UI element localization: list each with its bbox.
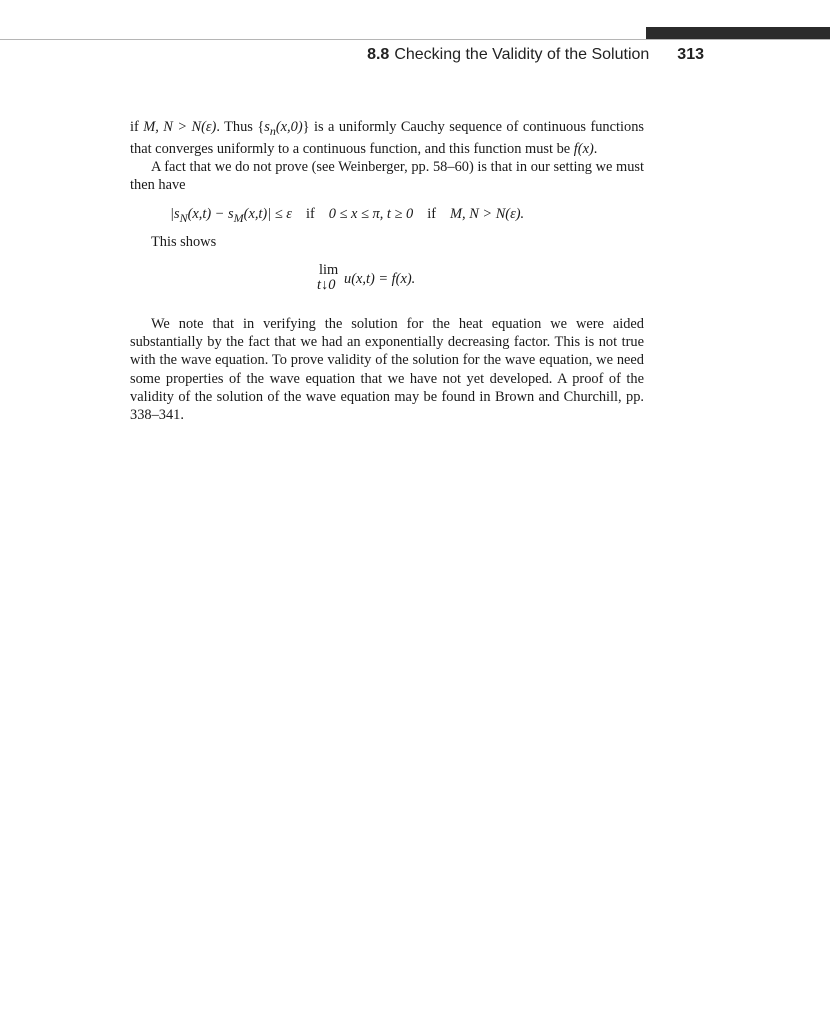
eq1-if-2: if bbox=[427, 205, 437, 222]
eq2-limit-subscript: t↓0 bbox=[317, 276, 336, 293]
section-title: Checking the Validity of the Solution bbox=[394, 46, 650, 63]
section-number: 8.8 bbox=[367, 46, 390, 63]
p1-sub-n: n bbox=[269, 123, 276, 138]
eq1-sub-N: N bbox=[179, 210, 188, 225]
p1-math-1: M, N > N(ε) bbox=[143, 119, 217, 135]
p1-math-4: f(x) bbox=[573, 141, 594, 158]
eq1-part-3: (x,t)| ≤ ε bbox=[243, 205, 292, 222]
eq1-part-1: |s bbox=[170, 205, 180, 222]
paragraph-1 bbox=[130, 118, 644, 158]
p1-math-2: s bbox=[264, 119, 270, 135]
page-number: 313 bbox=[677, 46, 704, 63]
eq2-lim: lim bbox=[319, 261, 339, 278]
paragraph-4: We note that in verifying the solution for the heat equation we were aided substantially by the fact that we had an exponentially decreasing factor. This is not true with the wave equation. To prove validity of the solution for the wave equation, we need some properties of the wave equation that we have not yet developed. A proof of the validity of the solution of the wave equation may be found in Brown and Churchill, pp. 338–341. bbox=[130, 315, 644, 423]
p1-math-3: (x,0) bbox=[275, 119, 303, 135]
p1-text-3: } is a uniformly Cauchy sequence of continuous functions that converges uniformly to a continuous function, and this function must be bbox=[130, 119, 644, 158]
p1-text-4: . bbox=[593, 141, 598, 158]
paragraph-3: This shows bbox=[151, 233, 217, 250]
running-head bbox=[300, 46, 704, 64]
header-rule bbox=[0, 39, 830, 40]
p1-text-1: if bbox=[130, 119, 139, 135]
eq1-condition-2: M, N > N(ε). bbox=[450, 205, 525, 222]
eq1-condition-1: 0 ≤ x ≤ π, t ≥ 0 bbox=[328, 205, 414, 222]
eq1-if-1: if bbox=[305, 205, 315, 222]
p1-text-2: . Thus { bbox=[216, 119, 265, 135]
equation-2 bbox=[317, 261, 644, 297]
page-body bbox=[130, 118, 644, 424]
paragraph-2: A fact that we do not prove (see Weinberger, pp. 58–60) is that in our setting we must then have bbox=[130, 159, 644, 194]
eq2-expression: u(x,t) = f(x). bbox=[344, 270, 416, 287]
eq1-part-2: (x,t) − s bbox=[187, 205, 234, 222]
eq1-sub-M: M bbox=[233, 210, 244, 225]
equation-1 bbox=[170, 205, 644, 227]
